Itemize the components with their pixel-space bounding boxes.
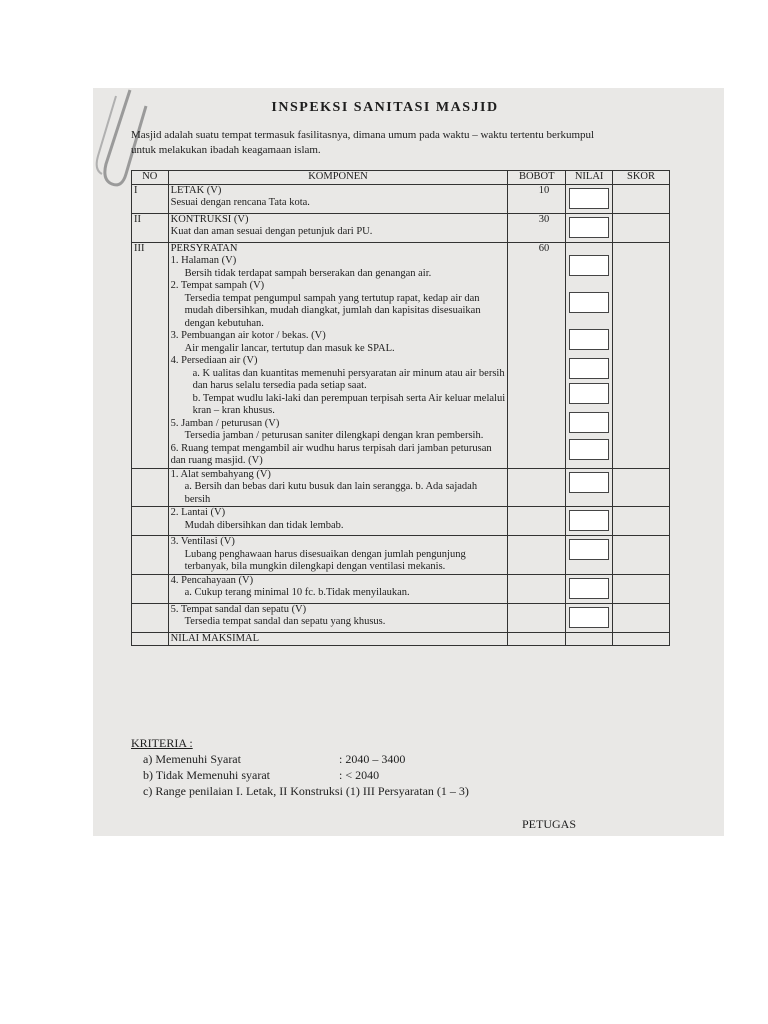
- component-title: KONTRUKSI (V): [170, 213, 249, 225]
- footer-label: NILAI MAKSIMAL: [168, 632, 508, 646]
- component-desc: Sesuai dengan rencana Tata kota.: [170, 197, 310, 208]
- row-nilai: [566, 184, 613, 213]
- row-bobot: [508, 468, 566, 507]
- row-bobot: [508, 603, 566, 632]
- row-component: [168, 468, 508, 507]
- component-title: LETAK (V): [170, 184, 222, 196]
- item-title: 3. Pembuangan air kotor / bekas. (V): [170, 330, 326, 341]
- row-bobot: 30: [508, 213, 566, 242]
- row-nilai: [566, 242, 613, 468]
- intro-text: Masjid adalah suatu tempat termasuk fasilitasnya, dimana umum pada waktu – waktu tertentu berkumpul untuk melakukan ibadah keagamaan islam.: [131, 129, 595, 156]
- item-desc: Air mengalir lancar, tertutup dan masuk ke SPAL.: [184, 342, 395, 354]
- table-row: [132, 507, 670, 536]
- header-bobot: BOBOT: [508, 171, 566, 185]
- row-nilai: [566, 213, 613, 242]
- row-skor: [613, 213, 670, 242]
- item-desc: Tersedia tempat sandal dan sepatu yang khusus.: [184, 616, 386, 627]
- item-title: 2. Tempat sampah (V): [170, 280, 265, 291]
- table-footer-row: [132, 632, 670, 646]
- row-component: [168, 536, 508, 575]
- row-skor: [613, 536, 670, 575]
- row-skor: [613, 184, 670, 213]
- footer-nilai: [566, 632, 613, 646]
- criteria-b-label: b) Tidak Memenuhi syarat: [143, 768, 270, 782]
- criteria-item-b: [131, 767, 611, 783]
- row-component: [168, 574, 508, 603]
- row-number: [132, 468, 169, 507]
- table-row: [132, 603, 670, 632]
- nilai-input-box[interactable]: [569, 607, 609, 628]
- item-desc: a. Cukup terang minimal 10 fc. b.Tidak menyilaukan.: [184, 587, 410, 598]
- item-title: 4. Persediaan air (V): [170, 355, 258, 366]
- header-nilai: NILAI: [566, 171, 613, 185]
- criteria-item-c: c) Range penilaian I. Letak, II Konstruksi (1) III Persyaratan (1 – 3): [143, 784, 469, 798]
- row-skor: [613, 468, 670, 507]
- item-title: 1. Alat sembahyang (V): [170, 468, 271, 480]
- row-skor: [613, 507, 670, 536]
- nilai-input-box[interactable]: [569, 578, 609, 599]
- row-nilai: [566, 468, 613, 507]
- page-title: INSPEKSI SANITASI MASJID: [271, 100, 499, 115]
- row-nilai: [566, 603, 613, 632]
- criteria-section: [131, 735, 611, 799]
- row-number: [132, 507, 169, 536]
- row-skor: [613, 603, 670, 632]
- row-bobot: [508, 574, 566, 603]
- table-row: [132, 574, 670, 603]
- row-nilai: [566, 507, 613, 536]
- criteria-b-value: : < 2040: [339, 768, 380, 782]
- item-title: 3. Ventilasi (V): [170, 536, 235, 547]
- component-title: PERSYRATAN: [170, 242, 238, 254]
- row-number: [132, 603, 169, 632]
- criteria-a-label: a) Memenuhi Syarat: [143, 752, 241, 766]
- row-bobot: 10: [508, 184, 566, 213]
- nilai-input-box[interactable]: [569, 329, 609, 350]
- criteria-a-value: : 2040 – 3400: [339, 752, 406, 766]
- footer-no: [132, 632, 169, 646]
- nilai-input-box[interactable]: [569, 539, 609, 560]
- row-number: I: [132, 184, 169, 213]
- item-desc: Tersedia tempat pengumpul sampah yang tertutup rapat, kedap air dan mudah dibersihkan, mudah diangkat, jumlah dan kapisitas disesuaikan dengan kebutuhan.: [184, 292, 481, 329]
- row-component: [168, 603, 508, 632]
- component-desc: Kuat dan aman sesuai dengan petunjuk dari PU.: [170, 226, 373, 237]
- nilai-input-box[interactable]: [569, 255, 609, 276]
- criteria-item-a: [131, 751, 611, 767]
- footer-bobot: [508, 632, 566, 646]
- row-component: [168, 507, 508, 536]
- table-row: [132, 468, 670, 507]
- item-title: 5. Tempat sandal dan sepatu (V): [170, 603, 307, 615]
- nilai-input-box[interactable]: [569, 439, 609, 460]
- item-desc: Mudah dibersihkan dan tidak lembab.: [184, 519, 344, 531]
- table-row: [132, 242, 670, 468]
- header-no: NO: [132, 171, 169, 185]
- nilai-input-box[interactable]: [569, 292, 609, 313]
- item-title: 2. Lantai (V): [170, 507, 226, 518]
- signature-label: PETUGAS: [522, 817, 577, 831]
- nilai-input-box[interactable]: [569, 510, 609, 531]
- table-row: [132, 213, 670, 242]
- row-bobot: [508, 536, 566, 575]
- header-komponen: KOMPONEN: [168, 171, 508, 185]
- item-desc: a. Bersih dan bebas dari kutu busuk dan lain serangga. b. Ada sajadah bersih: [184, 481, 478, 505]
- row-component: [168, 242, 508, 468]
- row-number: [132, 536, 169, 575]
- inspection-table: [131, 170, 670, 646]
- item-desc: Lubang penghawaan harus disesuaikan dengan jumlah pengunjung terbanyak, bila mungkin dilengkapi dengan ventilasi mekanis.: [184, 548, 466, 572]
- row-nilai: [566, 536, 613, 575]
- nilai-input-box[interactable]: [569, 358, 609, 379]
- item-desc: Bersih tidak terdapat sampah berserakan dan genangan air.: [184, 267, 432, 279]
- item-title: 4. Pencahayaan (V): [170, 574, 254, 586]
- item-title: 5. Jamban / peturusan (V): [170, 417, 280, 429]
- nilai-input-box[interactable]: [569, 383, 609, 404]
- criteria-heading: KRITERIA :: [131, 736, 193, 750]
- item-title: 1. Halaman (V): [170, 255, 237, 266]
- row-number: III: [132, 242, 169, 468]
- item-sub-b: b. Tempat wudlu laki-laki dan perempuan terpisah serta Air keluar melalui kran – kran khusus.: [192, 392, 506, 416]
- row-component: [168, 213, 508, 242]
- footer-skor: [613, 632, 670, 646]
- item-desc: Tersedia jamban / peturusan saniter dilengkapi dengan kran pembersih.: [184, 430, 484, 441]
- item-sub-a: a. K ualitas dan kuantitas memenuhi persyaratan air minum atau air bersih dan harus selalu tersedia pada setiap saat.: [192, 367, 505, 391]
- nilai-input-box[interactable]: [569, 188, 609, 209]
- row-nilai: [566, 574, 613, 603]
- row-bobot: [508, 507, 566, 536]
- row-component: [168, 184, 508, 213]
- nilai-input-box[interactable]: [569, 472, 609, 493]
- row-skor: [613, 574, 670, 603]
- row-number: [132, 574, 169, 603]
- table-row: [132, 536, 670, 575]
- table-header-row: [132, 171, 670, 185]
- row-number: II: [132, 213, 169, 242]
- item-title: 6. Ruang tempat mengambil air wudhu harus terpisah dari jamban peturusan dan ruang masjid. (V): [170, 442, 492, 466]
- row-bobot: 60: [508, 242, 566, 468]
- header-skor: SKOR: [613, 171, 670, 185]
- nilai-input-box[interactable]: [569, 217, 609, 238]
- row-skor: [613, 242, 670, 468]
- table-row: [132, 184, 670, 213]
- nilai-input-box[interactable]: [569, 412, 609, 433]
